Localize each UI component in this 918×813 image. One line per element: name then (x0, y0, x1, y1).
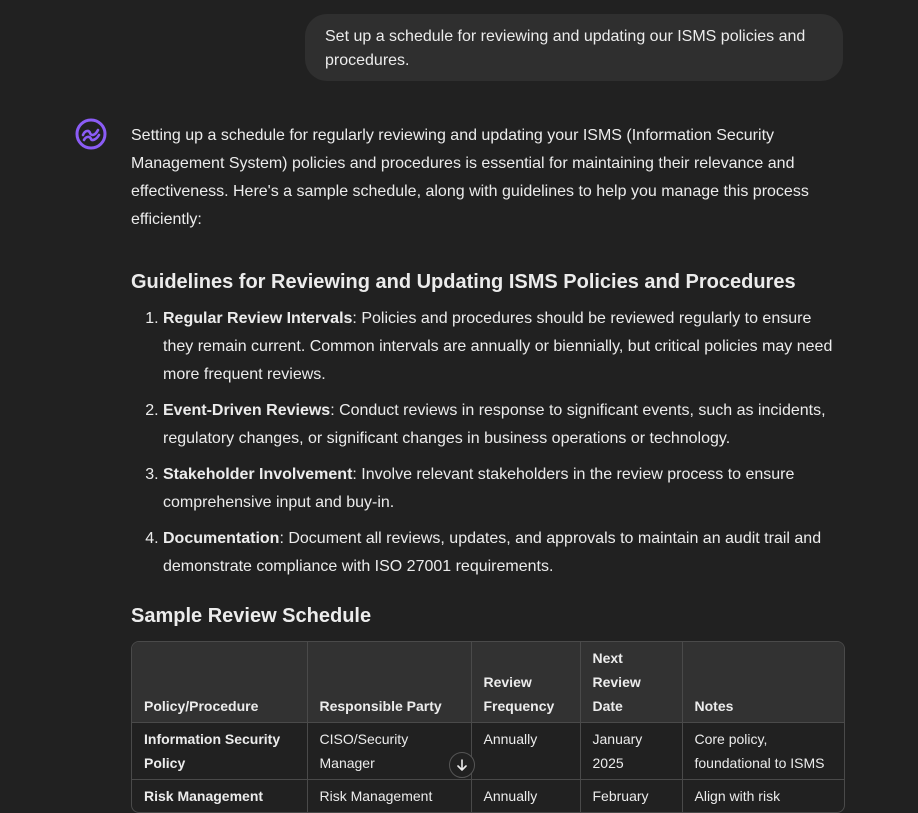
table-cell: CISO/Security Manager (307, 723, 471, 780)
schedule-table (131, 641, 845, 813)
assistant-intro: Setting up a schedule for regularly reviewing and updating your ISMS (Information Security Management System) policies and procedures is essential for maintaining their relevance and effectiveness. Here's a sample schedule, along with guidelines to help you manage this process efficiently: (131, 127, 809, 228)
guidelines-list (131, 305, 843, 581)
table-cell: Risk Management (132, 780, 307, 813)
guideline-title: Event-Driven Reviews (163, 402, 331, 419)
table-cell: January 2025 (580, 723, 682, 780)
scroll-to-bottom-button[interactable] (449, 752, 475, 778)
table-cell: February (580, 780, 682, 813)
column-header: Review Frequency (471, 642, 580, 723)
guideline-text: : Policies and procedures should be reviewed regularly to ensure they remain current. Common intervals are annually or biennially, but critical policies may need more frequent reviews. (163, 310, 833, 383)
column-header: Responsible Party (307, 642, 471, 723)
column-header: Next Review Date (580, 642, 682, 723)
assistant-message (131, 122, 843, 813)
table-cell: Align with risk (682, 780, 844, 813)
assistant-logo-icon (75, 118, 107, 150)
guideline-text: : Document all reviews, updates, and approvals to maintain an audit trail and demonstrate compliance with ISO 27001 requirements. (163, 530, 822, 575)
list-item (163, 525, 843, 581)
schedule-heading: Sample Review Schedule (131, 605, 372, 627)
guideline-text: : Conduct reviews in response to significant events, such as incidents, regulatory changes, or significant changes in business operations or technology. (163, 402, 826, 447)
table-cell: Annually (471, 780, 580, 813)
table-cell: Risk Management (307, 780, 471, 813)
table-row (132, 723, 844, 780)
list-item (163, 305, 843, 389)
column-header: Notes (682, 642, 844, 723)
guideline-title: Regular Review Intervals (163, 310, 353, 327)
table-cell: Core policy, foundational to ISMS (682, 723, 844, 780)
table-cell: Annually (471, 723, 580, 780)
user-message-bubble (305, 14, 843, 81)
table-header-row (132, 642, 844, 723)
list-item (163, 397, 843, 453)
guideline-text: : Involve relevant stakeholders in the review process to ensure comprehensive input and buy-in. (163, 466, 795, 511)
guideline-title: Documentation (163, 530, 280, 547)
column-header: Policy/Procedure (132, 642, 307, 723)
table-row (132, 780, 844, 813)
user-message-text: Set up a schedule for reviewing and updating our ISMS policies and procedures. (325, 28, 806, 69)
list-item (163, 461, 843, 517)
guidelines-heading: Guidelines for Reviewing and Updating ISMS Policies and Procedures (131, 271, 796, 293)
table-cell: Information Security Policy (132, 723, 307, 780)
arrow-down-icon (455, 758, 469, 772)
guideline-title: Stakeholder Involvement (163, 466, 353, 483)
